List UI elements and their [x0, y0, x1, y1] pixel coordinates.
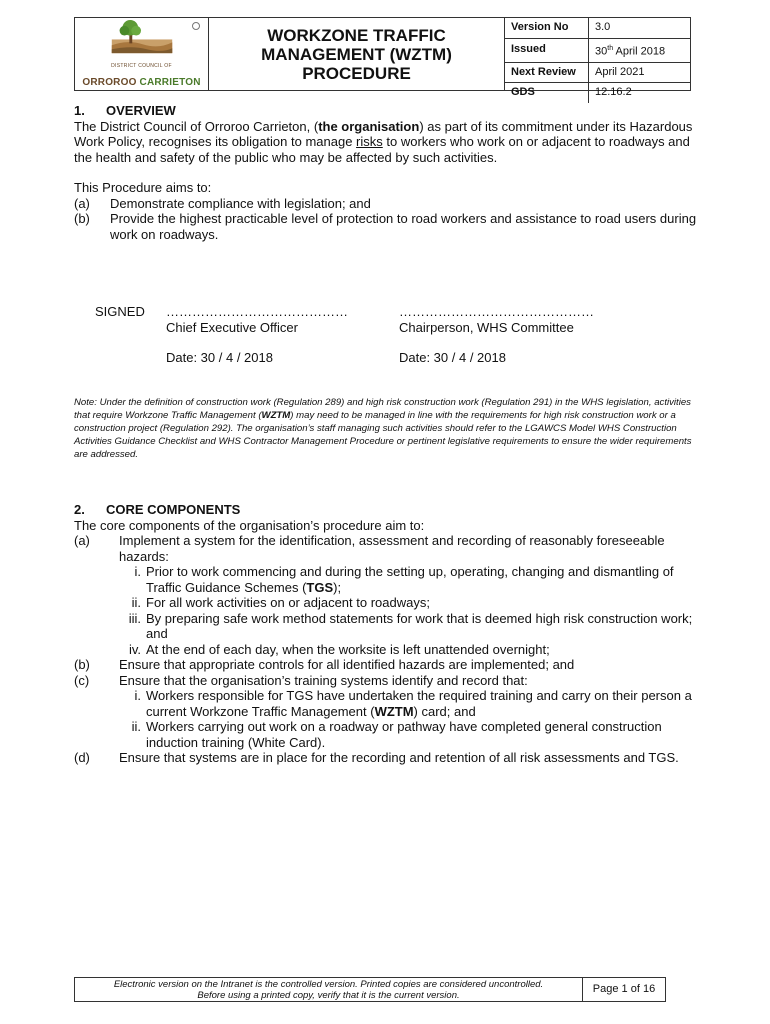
- council-logo: [75, 18, 209, 90]
- meta-value: 3.0: [595, 21, 611, 33]
- meta-row-issued: [505, 39, 690, 63]
- core-intro: The core components of the organisation’s procedure aim to:: [74, 517, 425, 533]
- signature-date: Date: 30 / 4 / 2018: [166, 350, 273, 365]
- meta-value: 12.16.2: [595, 86, 632, 99]
- tree-landscape-icon: [107, 18, 177, 57]
- aims-intro: This Procedure aims to:: [74, 180, 212, 195]
- legislation-note: Note: Under the definition of construction work (Regulation 289) and high risk construction work (Regulation 291) in the WHS legislation, activities that require Workzone Traffic Management (WZTM) may need to be managed in line with the requirements for high risk construction work or a construction project (Regulation 292). The organisation’s staff managing such activities should refer to the LGAWCS Model WHS Construction Activities Guidance Checklist and WHS Contractor Management Procedure or pertinent legislative requirements to ensure the wider requirements are addressed.: [74, 397, 692, 460]
- page-number: Page 1 of 16: [592, 982, 656, 995]
- list-item: (a) Demonstrate compliance with legislation; and: [74, 195, 371, 211]
- registered-mark-icon: [192, 22, 200, 30]
- risks-link[interactable]: risks: [356, 134, 383, 149]
- meta-key: Next Review: [505, 63, 589, 83]
- logo-word-2: CARRIETON: [139, 76, 201, 88]
- meta-row-gds: [505, 83, 690, 103]
- meta-key: Issued: [505, 39, 589, 62]
- page-footer: [74, 977, 666, 1002]
- meta-row-next-review: [505, 63, 690, 84]
- logo-word-1: ORROROO: [82, 76, 137, 88]
- list-item: (c) Ensure that the organisation’s training systems identify and record that:: [74, 672, 528, 688]
- list-item: (b) Provide the highest practicable level of protection to road workers and assistance to road users during work on roadways.: [74, 211, 697, 242]
- footer-disclaimer: Electronic version on the Intranet is the controlled version. Printed copies are considered uncontrolled. Before using a printed copy, verify that it is the current version.: [75, 978, 583, 1001]
- sub-list-item: ii. Workers carrying out work on a roadway or pathway have completed general construction induction training (White Card).: [131, 719, 662, 750]
- list-item: (a) Implement a system for the identification, assessment and recording of reasonably foreseeable hazards:: [74, 533, 665, 564]
- meta-row-version: [505, 18, 690, 39]
- signatory-role: Chief Executive Officer: [166, 319, 298, 335]
- signed-label: SIGNED: [95, 304, 145, 319]
- sub-list-item: ii. For all work activities on or adjacent to roadways;: [131, 595, 430, 610]
- signature-block: [95, 304, 639, 366]
- logo-wordmark: [82, 75, 200, 91]
- logo-subtitle: DISTRICT COUNCIL OF: [111, 63, 172, 69]
- meta-value-issued: 30th April 2018: [595, 44, 666, 58]
- document-header: [74, 17, 691, 99]
- signature-date: Date: 30 / 4 / 2018: [399, 350, 506, 365]
- meta-key: GDS: [505, 83, 589, 103]
- sub-list-item: iii. By preparing safe work method statements for work that is deemed high risk construction work; and: [128, 610, 693, 641]
- meta-value: April 2021: [595, 65, 645, 78]
- core-components-section: [74, 502, 699, 766]
- signature-1: …………………………………… Chief Executive Officer Date: 30 / 4 / 2018: [166, 304, 399, 366]
- meta-key: Version No: [505, 18, 589, 38]
- overview-section: [74, 103, 699, 242]
- list-item: (b) Ensure that appropriate controls for all identified hazards are implemented; and: [74, 657, 575, 672]
- section-heading: 2. CORE COMPONENTS: [74, 502, 241, 517]
- list-item: (d) Ensure that systems are in place for the recording and retention of all risk assessments and TGS.: [74, 750, 679, 765]
- signatory-role: Chairperson, WHS Committee: [399, 319, 574, 335]
- sub-list-item: i. Workers responsible for TGS have undertaken the required training and carry on their person a current Workzone Traffic Management (WZTM) card; and: [134, 688, 692, 719]
- sub-list-item: iv. At the end of each day, when the worksite is left unattended overnight;: [128, 641, 550, 657]
- sub-list-item: i. Prior to work commencing and during the setting up, operating, changing and dismantling of Traffic Guidance Schemes (TGS);: [134, 564, 674, 595]
- section-heading: 1. OVERVIEW: [74, 103, 176, 118]
- document-meta-table: [505, 18, 690, 99]
- document-title: WORKZONE TRAFFIC MANAGEMENT (WZTM) PROCEDURE: [209, 18, 505, 90]
- signature-2: ……………………………………… Chairperson, WHS Committee Date: 30 / 4 / 2018: [399, 304, 639, 366]
- overview-paragraph: The District Council of Orroroo Carrieton, (the organisation) as part of its commitment under its Hazardous Work Policy, recognises its obligation to manage risks to workers who work on or adjacent to roadways and the health and safety of the public who may be affected by such activities.: [74, 118, 693, 165]
